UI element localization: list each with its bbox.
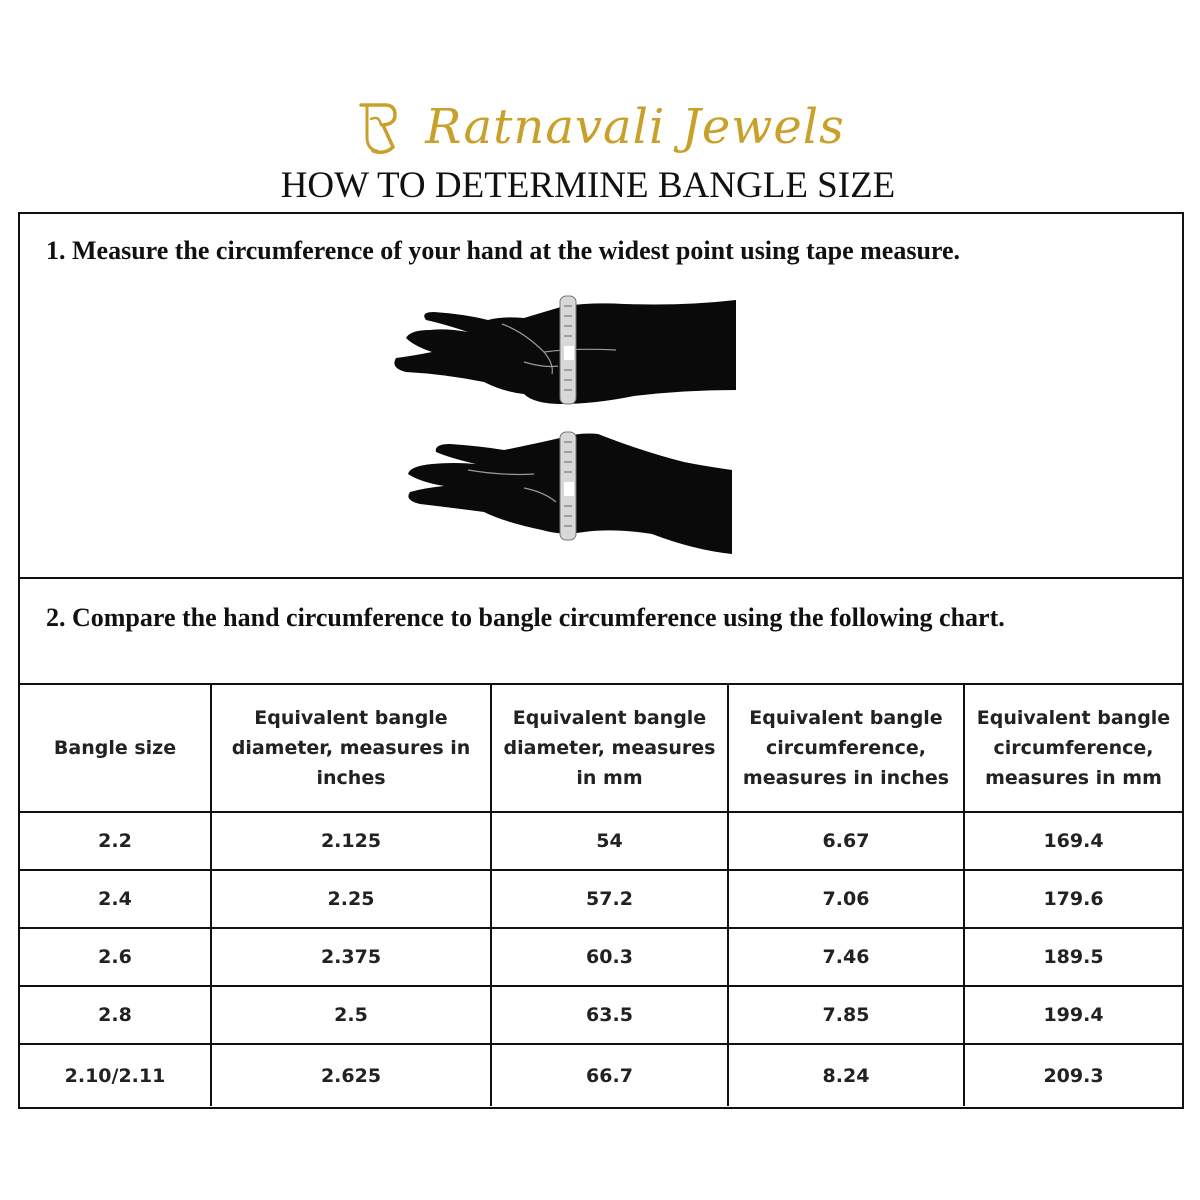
- table-row: [20, 928, 1182, 986]
- brand-name: Ratnavali Jewels: [425, 99, 845, 155]
- cell-circumference-inches: 7.85: [728, 986, 964, 1044]
- column-header-circumference-mm: Equivalent bangle circumference, measures in mm: [964, 685, 1182, 812]
- cell-circumference-mm: 189.5: [964, 928, 1182, 986]
- cell-diameter-inches: 2.25: [211, 870, 491, 928]
- column-header-diameter-mm: Equivalent bangle diameter, measures in mm: [491, 685, 728, 812]
- cell-circumference-mm: 209.3: [1043, 1064, 1104, 1087]
- page-title: HOW TO DETERMINE BANGLE SIZE: [280, 165, 896, 206]
- step-2-text: 2. Compare the hand circumference to bangle circumference using the following chart.: [46, 603, 1005, 632]
- cell-diameter-mm: 54: [491, 812, 728, 870]
- cell-bangle-size: 2.6: [20, 928, 211, 986]
- upper-hand-illustration: [394, 296, 736, 404]
- cell-diameter-mm: 60.3: [491, 928, 728, 986]
- table-row: [20, 870, 1182, 928]
- table-row: [20, 812, 1182, 870]
- cell-circumference-inches: 8.24: [728, 1044, 964, 1106]
- cell-diameter-inches: 2.125: [211, 812, 491, 870]
- step-1-text: 1. Measure the circumference of your hand at the widest point using tape measure.: [46, 236, 961, 265]
- rk-monogram-icon: [355, 97, 399, 157]
- cell-bangle-size: 2.10/2.11: [20, 1044, 211, 1106]
- cell-circumference-mm: 169.4: [964, 812, 1182, 870]
- brand-header: [0, 92, 1200, 162]
- cell-circumference-mm: 179.6: [964, 870, 1182, 928]
- size-guide-frame: [18, 212, 1184, 1109]
- cell-circumference-inches: 7.06: [728, 870, 964, 928]
- cell-bangle-size: 2.4: [20, 870, 211, 928]
- bangle-size-table: [20, 685, 1182, 1106]
- cell-diameter-inches: 2.5: [211, 986, 491, 1044]
- cell-circumference-inches: 6.67: [728, 812, 964, 870]
- column-header-diameter-inches: Equivalent bangle diameter, measures in inches: [211, 685, 491, 812]
- step-1-section: [20, 214, 1182, 579]
- cell-bangle-size: 2.2: [20, 812, 211, 870]
- lower-hand-illustration: [408, 432, 732, 554]
- column-header-circumference-inches: Equivalent bangle circumference, measures in inches: [728, 685, 964, 812]
- cell-diameter-inches: 2.375: [211, 928, 491, 986]
- table-header-row: [20, 685, 1182, 812]
- cell-diameter-mm: 63.5: [491, 986, 728, 1044]
- cell-circumference-mm: 199.4: [964, 986, 1182, 1044]
- cell-diameter-mm: 66.7: [491, 1044, 728, 1106]
- table-row: [20, 986, 1182, 1044]
- cell-circumference-inches: 7.46: [728, 928, 964, 986]
- cell-diameter-inches: 2.625: [211, 1044, 491, 1106]
- cell-diameter-mm: 57.2: [491, 870, 728, 928]
- cell-bangle-size: 2.8: [20, 986, 211, 1044]
- table-row: [20, 1044, 1182, 1106]
- column-header-bangle-size: Bangle size: [20, 685, 211, 812]
- hand-with-tape-measure-icon: [384, 292, 764, 562]
- step-2-section: [20, 579, 1182, 685]
